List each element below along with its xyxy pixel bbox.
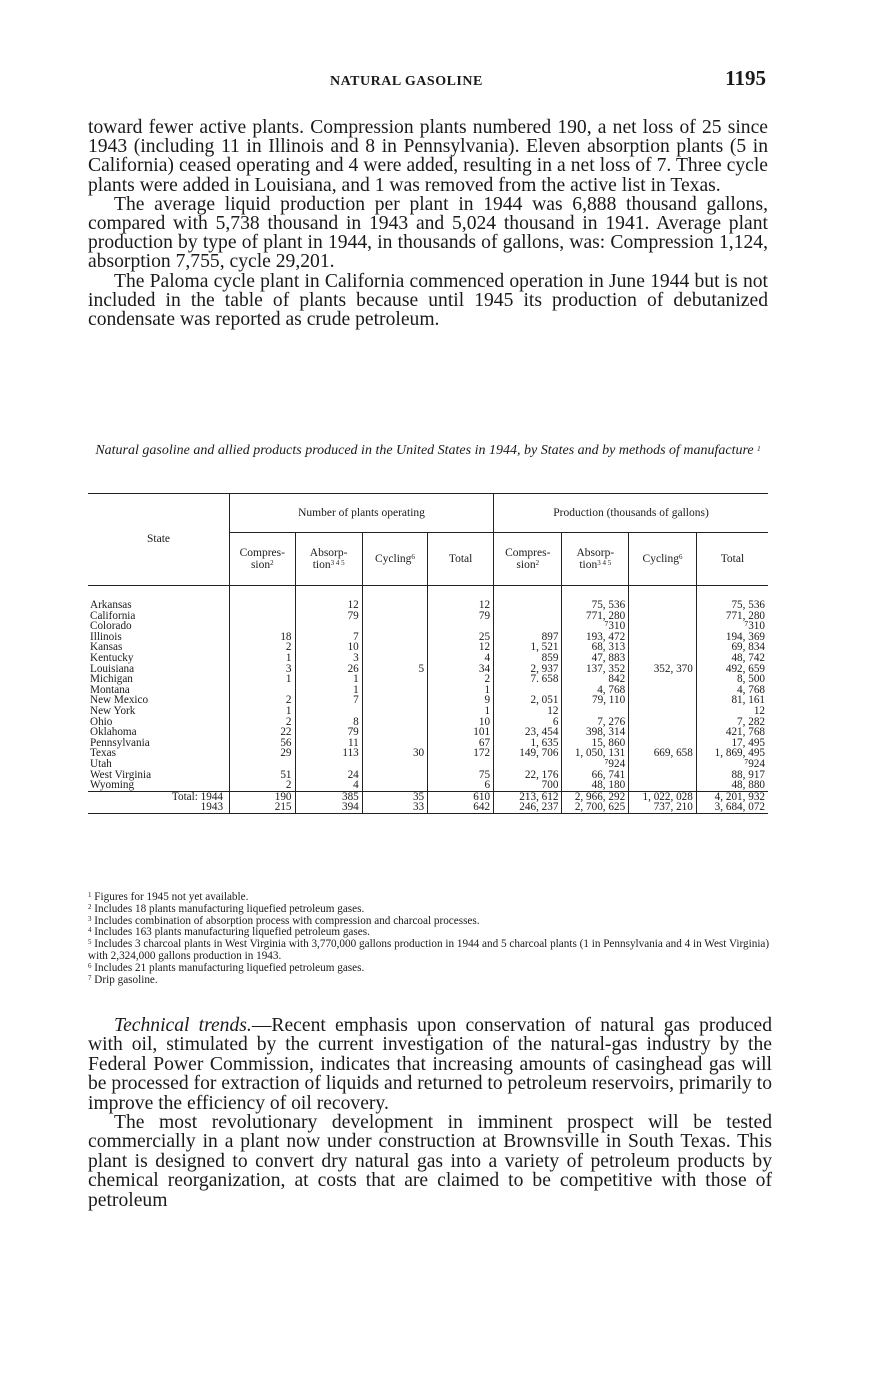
table-row: [88, 695, 768, 706]
cell-pt: 12: [428, 642, 494, 653]
header-cycling-label: Cycling: [374, 553, 412, 565]
header-prod-absorption: [562, 533, 629, 586]
cell-pc: 1: [230, 706, 295, 717]
footnote-text: Includes 21 plants manufacturing liquefied petroleum gases.: [94, 961, 365, 974]
state-name: New Mexico: [90, 694, 149, 707]
cell-pc: 18: [230, 632, 295, 643]
cell-qc: [494, 611, 562, 622]
cell-pa: 1: [295, 685, 362, 696]
cell-qc: 12: [494, 706, 562, 717]
state-name: New York: [90, 704, 136, 717]
cell-pt: 67: [428, 738, 494, 749]
page-number: 1195: [725, 66, 766, 90]
cell-qy: [629, 653, 697, 664]
header-state: State: [88, 494, 230, 586]
total-row: [88, 802, 768, 813]
header-prod-cycling-note: 6: [678, 553, 683, 561]
cell-py: [362, 727, 427, 738]
cell-qc: 22, 176: [494, 770, 562, 781]
technical-dash: —: [251, 1015, 272, 1036]
table-row: [88, 664, 768, 675]
cell-qy: [629, 770, 697, 781]
cell-py: [362, 695, 427, 706]
cell-qy: [629, 717, 697, 728]
cell-qy: 1, 022, 028: [629, 791, 697, 802]
header-compression-line2: sion: [250, 559, 271, 571]
cell-qa: 4, 768: [562, 685, 629, 696]
table-row: [88, 780, 768, 791]
cell-pc: 2: [230, 642, 295, 653]
state-name: Colorado: [90, 620, 132, 633]
table-row: [88, 600, 768, 611]
state-name: Oklahoma: [90, 726, 137, 739]
cell-qa: 771, 280: [562, 611, 629, 622]
cell-qy: [629, 706, 697, 717]
cell-qt: 12: [696, 706, 768, 717]
cell-qt: ⁷310: [696, 621, 768, 632]
cell-pc: 215: [230, 802, 295, 813]
footnote-text: Includes 163 plants manufacturing liquefied petroleum gases.: [94, 926, 370, 939]
paragraph-2: The average liquid production per plant in 1944 was 6,888 thousand gallons, compared with 5,738 thousand in 1943 and 5,024 thousand in 1941. Average plant production by type of plant in 1944, in thousands of gallons, was: Compression 1,124, absorption 7,755, cycle 29,201.: [88, 193, 768, 273]
header-cycling-note: 6: [411, 553, 415, 561]
cell-qt: 8, 500: [696, 674, 768, 685]
cell-qt: 1, 869, 495: [696, 748, 768, 759]
cell-pa: 7: [295, 632, 362, 643]
cell-qt: ⁷924: [696, 759, 768, 770]
table-caption-note: 1: [757, 445, 761, 453]
cell-pa: 113: [295, 748, 362, 759]
cell-py: 35: [362, 791, 427, 802]
cell-pc: 3: [230, 664, 295, 675]
table-row: [88, 770, 768, 781]
state-name: Michigan: [90, 673, 133, 686]
cell-qa: 137, 352: [562, 664, 629, 675]
technical-paragraph-2: The most revolutionary development in imminent prospect will be tested commercially in a plant now under construction at Brownsville in South Texas. This plant is designed to convert dry natural gas into a variety of petroleum products by chemical reorganization, at costs that are claimed to be competitive with those of petroleum: [88, 1112, 772, 1211]
cell-qt: 17, 495: [696, 738, 768, 749]
cell-pa: 385: [295, 791, 362, 802]
header-prod-absorption-line1: Absorp-: [576, 547, 615, 559]
table-row: [88, 685, 768, 696]
footnote-mark: 2: [88, 902, 92, 911]
state-name: Kentucky: [90, 651, 134, 664]
cell-pc: 2: [230, 717, 295, 728]
cell-pt: 9: [428, 695, 494, 706]
header-prod-cycling: [629, 533, 697, 586]
state-name: Kansas: [90, 641, 123, 654]
header-prod-compression-line1: Compres-: [505, 547, 551, 559]
cell-py: [362, 759, 427, 770]
production-table: [88, 493, 768, 814]
table-row: [88, 611, 768, 622]
cell-qc: 1, 635: [494, 738, 562, 749]
cell-qa: 75, 536: [562, 600, 629, 611]
technical-text-1: Recent emphasis upon conservation of natural gas produced with oil, stimulated by the current investigation of the natural-gas industry by the Federal Power Commission, indicates that increasing amounts of casinghead gas will be processed for extraction of liquids and returned to petroleum reservoirs, primarily to improve the efficiency of oil recovery.: [88, 1015, 772, 1114]
footnote-text: Drip gasoline.: [94, 973, 158, 986]
table-row: [88, 621, 768, 632]
cell-qt: 48, 742: [696, 653, 768, 664]
cell-pc: 51: [230, 770, 295, 781]
cell-qc: 213, 612: [494, 791, 562, 802]
footnotes: [88, 892, 772, 986]
cell-qa: 2, 966, 292: [562, 791, 629, 802]
cell-qa: 7, 276: [562, 717, 629, 728]
header-plants-group: Number of plants operating: [230, 494, 494, 533]
cell-qy: [629, 685, 697, 696]
cell-pt: 25: [428, 632, 494, 643]
cell-pa: 79: [295, 611, 362, 622]
cell-qy: [629, 642, 697, 653]
header-prod-total: Total: [696, 533, 768, 586]
header-absorption-note: 3 4 5: [330, 559, 345, 567]
state-name: Utah: [90, 757, 112, 770]
technical-paragraph-1: [88, 1016, 772, 1113]
cell-qc: 23, 454: [494, 727, 562, 738]
cell-qt: 3, 684, 072: [696, 802, 768, 813]
cell-qc: [494, 600, 562, 611]
cell-pt: 1: [428, 706, 494, 717]
cell-py: [362, 642, 427, 653]
header-production-group: Production (thousands of gallons): [494, 494, 768, 533]
cell-qy: [629, 674, 697, 685]
footnote-mark: 3: [88, 914, 92, 923]
cell-py: [362, 717, 427, 728]
state-name: Illinois: [90, 630, 122, 643]
header-absorption-line1: Absorp-: [309, 547, 348, 559]
state-name: Louisiana: [90, 662, 135, 675]
cell-pc: 2: [230, 780, 295, 791]
cell-pt: 79: [428, 611, 494, 622]
cell-qy: [629, 600, 697, 611]
cell-qy: [629, 727, 697, 738]
cell-py: [362, 685, 427, 696]
cell-pc: 190: [230, 791, 295, 802]
table-row: [88, 632, 768, 643]
cell-qa: 842: [562, 674, 629, 685]
cell-qa: 79, 110: [562, 695, 629, 706]
cell-qy: [629, 759, 697, 770]
state-name: Arkansas: [90, 599, 132, 611]
cell-qt: 4, 201, 932: [696, 791, 768, 802]
cell-py: [362, 653, 427, 664]
paragraph-3: The Paloma cycle plant in California commenced operation in June 1944 but is not included in the table of plants because until 1945 its production of debutanized condensate was reported as crude petroleum.: [88, 270, 768, 331]
cell-py: [362, 600, 427, 611]
footnote: [88, 975, 772, 987]
cell-qc: 149, 706: [494, 748, 562, 759]
cell-qa: [562, 706, 629, 717]
table-caption-text: Natural gasoline and allied products produced in the United States in 1944, by States and by methods of manufacture: [95, 443, 754, 458]
footnote-mark: 7: [88, 973, 92, 982]
cell-pt: 12: [428, 600, 494, 611]
cell-qt: 492, 659: [696, 664, 768, 675]
cell-qy: [629, 621, 697, 632]
cell-qc: 6: [494, 717, 562, 728]
cell-qy: 737, 210: [629, 802, 697, 813]
table-body: [88, 586, 768, 814]
cell-qc: [494, 759, 562, 770]
cell-pt: 6: [428, 780, 494, 791]
table-row: [88, 706, 768, 717]
table-row: [88, 717, 768, 728]
cell-qa: 193, 472: [562, 632, 629, 643]
cell-qc: 2, 937: [494, 664, 562, 675]
cell-qc: 246, 237: [494, 802, 562, 813]
footnote-mark: 6: [88, 961, 92, 970]
intro-text: [88, 118, 768, 329]
cell-py: [362, 611, 427, 622]
header-prod-compression-note: 2: [535, 559, 540, 567]
footnote-mark: 1: [88, 891, 92, 899]
footnote-mark: 4: [88, 926, 92, 935]
cell-pt: 642: [428, 802, 494, 813]
cell-pt: 10: [428, 717, 494, 728]
cell-qa: ⁷310: [562, 621, 629, 632]
cell-qy: [629, 611, 697, 622]
cell-py: 30: [362, 748, 427, 759]
table-row: [88, 653, 768, 664]
cell-qa: 48, 180: [562, 780, 629, 791]
cell-py: [362, 770, 427, 781]
cell-pa: 24: [295, 770, 362, 781]
spacer-row: [88, 586, 768, 601]
cell-qa: ⁷924: [562, 759, 629, 770]
cell-py: [362, 780, 427, 791]
cell-pt: 34: [428, 664, 494, 675]
cell-pt: 101: [428, 727, 494, 738]
footnote-text: Figures for 1945 not yet available.: [94, 891, 249, 903]
cell-qy: 352, 370: [629, 664, 697, 675]
cell-qa: 68, 313: [562, 642, 629, 653]
header-prod-cycling-label: Cycling: [642, 553, 679, 565]
cell-qy: [629, 695, 697, 706]
header-plants-total: Total: [428, 533, 494, 586]
table-row: [88, 748, 768, 759]
cell-pa: 12: [295, 600, 362, 611]
cell-qt: 75, 536: [696, 600, 768, 611]
cell-qt: 421, 768: [696, 727, 768, 738]
cell-pa: 4: [295, 780, 362, 791]
cell-qy: [629, 780, 697, 791]
header-plants-cycling: [362, 533, 427, 586]
header-prod-absorption-note: 3 4 5: [597, 559, 612, 567]
header-compression-line1: Compres-: [239, 547, 285, 559]
cell-qt: 7, 282: [696, 717, 768, 728]
cell-qc: 700: [494, 780, 562, 791]
cell-pa: 26: [295, 664, 362, 675]
cell-pa: 11: [295, 738, 362, 749]
cell-py: [362, 674, 427, 685]
cell-qy: [629, 632, 697, 643]
footnote: [88, 939, 772, 963]
cell-qt: 771, 280: [696, 611, 768, 622]
footnote-text: Includes 3 charcoal plants in West Virginia with 3,770,000 gallons production in 1944 and 5 charcoal plants (1 in Pennsylvania and 4 in West Virginia) with 2,324,000 gallons production in 1943.: [88, 938, 770, 962]
footnote: [88, 963, 772, 975]
cell-py: [362, 632, 427, 643]
footnote-text: Includes combination of absorption process with compression and charcoal processes.: [94, 914, 480, 927]
state-name: Montana: [90, 683, 130, 696]
cell-qa: 15, 860: [562, 738, 629, 749]
total-label: 1943: [88, 802, 230, 813]
cell-pt: 75: [428, 770, 494, 781]
header-plants-absorption: [295, 533, 362, 586]
cell-qt: 88, 917: [696, 770, 768, 781]
cell-py: 33: [362, 802, 427, 813]
cell-pc: 56: [230, 738, 295, 749]
cell-qy: 669, 658: [629, 748, 697, 759]
cell-pa: [295, 759, 362, 770]
cell-pt: [428, 759, 494, 770]
cell-qa: 2, 700, 625: [562, 802, 629, 813]
cell-qa: 47, 883: [562, 653, 629, 664]
cell-pa: [295, 621, 362, 632]
cell-py: 5: [362, 664, 427, 675]
cell-qt: 81, 161: [696, 695, 768, 706]
paragraph-1: toward fewer active plants. Compression plants numbered 190, a net loss of 25 since 1943 (including 11 in Illinois and 8 in Pennsylvania). Eleven absorption plants (5 in California) ceased operating and 4 were added, resulting in a net loss of 7. Three cycle plants were added in Louisiana, and 1 was removed from the active list in Texas.: [88, 117, 768, 196]
cell-pc: 29: [230, 748, 295, 759]
table-row: [88, 642, 768, 653]
cell-pt: 1: [428, 685, 494, 696]
cell-qt: 69, 834: [696, 642, 768, 653]
cell-pc: 1: [230, 653, 295, 664]
cell-pt: 172: [428, 748, 494, 759]
cell-qt: 48, 880: [696, 780, 768, 791]
table-row: [88, 674, 768, 685]
table-row: [88, 727, 768, 738]
technical-heading: Technical trends.: [114, 1015, 252, 1036]
header-prod-compression: [494, 533, 562, 586]
state-name: West Virginia: [90, 768, 152, 781]
cell-qc: 7. 658: [494, 674, 562, 685]
cell-pa: 7: [295, 695, 362, 706]
cell-py: [362, 706, 427, 717]
cell-qa: 398, 314: [562, 727, 629, 738]
footnote-text: Includes 18 plants manufacturing liquefied petroleum gases.: [94, 902, 365, 915]
state-name: Pennsylvania: [90, 736, 150, 749]
running-title: NATURAL GASOLINE: [330, 74, 483, 89]
cell-pa: 1: [295, 674, 362, 685]
cell-pt: 610: [428, 791, 494, 802]
state-name: California: [90, 609, 136, 622]
state-name: Wyoming: [90, 779, 135, 792]
footnote-mark: 5: [88, 938, 92, 947]
cell-pa: 79: [295, 727, 362, 738]
header-absorption-line2: tion: [312, 559, 331, 571]
state-name: Texas: [90, 747, 116, 760]
cell-qc: 2, 051: [494, 695, 562, 706]
cell-pc: [230, 611, 295, 622]
cell-qc: 859: [494, 653, 562, 664]
header-compression-note: 2: [270, 559, 274, 567]
cell-qa: 66, 741: [562, 770, 629, 781]
cell-pc: 22: [230, 727, 295, 738]
cell-pt: 2: [428, 674, 494, 685]
cell-pa: [295, 706, 362, 717]
cell-qc: 897: [494, 632, 562, 643]
cell-pt: 4: [428, 653, 494, 664]
cell-pa: 10: [295, 642, 362, 653]
cell-py: [362, 621, 427, 632]
cell-qt: 4, 768: [696, 685, 768, 696]
cell-pa: 394: [295, 802, 362, 813]
cell-qa: 1, 050, 131: [562, 748, 629, 759]
header-prod-absorption-line2: tion: [579, 559, 598, 571]
header-prod-compression-line2: sion: [516, 559, 536, 571]
cell-pc: [230, 600, 295, 611]
cell-qc: 1, 521: [494, 642, 562, 653]
total-label: Total: 1944: [88, 791, 230, 802]
table-caption: [88, 442, 768, 460]
cell-qt: 194, 369: [696, 632, 768, 643]
cell-pa: 3: [295, 653, 362, 664]
cell-pc: 2: [230, 695, 295, 706]
state-name: Ohio: [90, 715, 113, 728]
header-plants-compression: [230, 533, 295, 586]
technical-trends-section: [88, 1016, 772, 1210]
running-head: [88, 66, 768, 96]
cell-pa: 8: [295, 717, 362, 728]
cell-pc: 1: [230, 674, 295, 685]
table-row: [88, 759, 768, 770]
cell-pc: [230, 759, 295, 770]
